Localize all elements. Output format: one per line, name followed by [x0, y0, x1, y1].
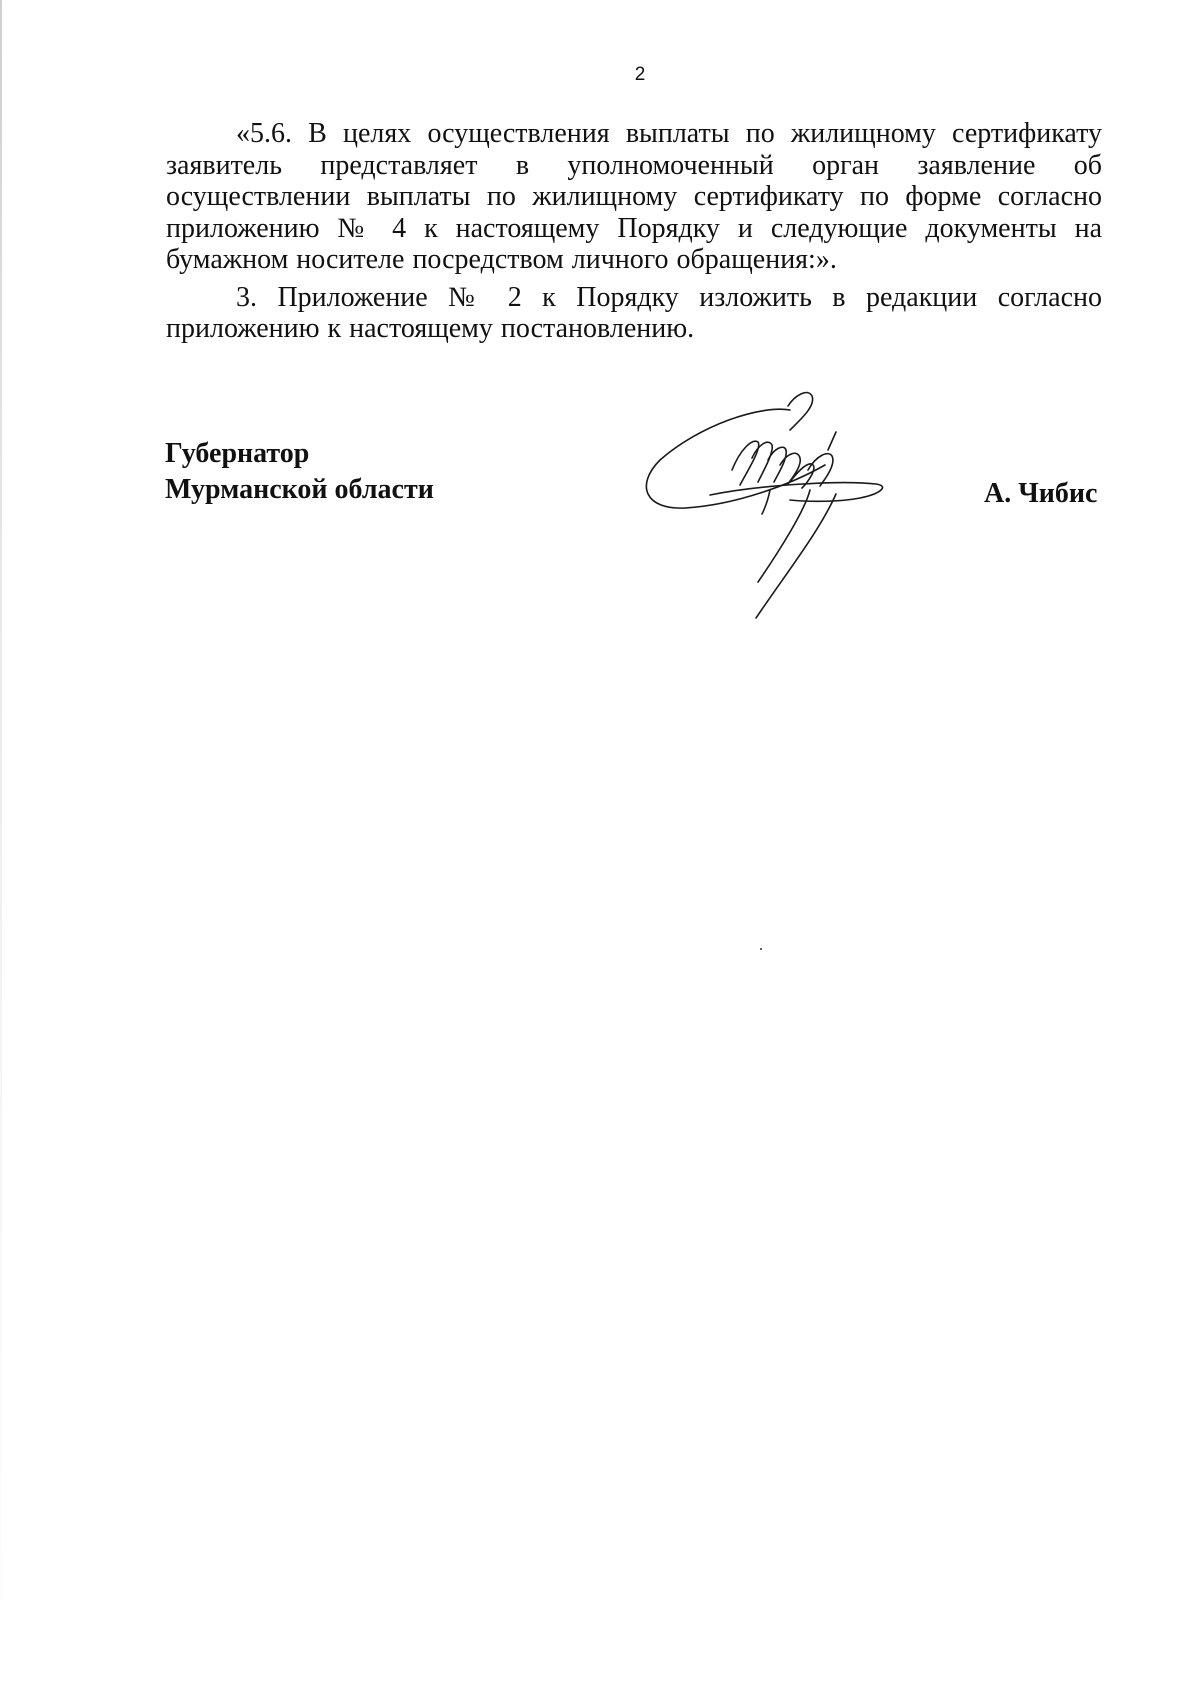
page-number: 2	[634, 64, 646, 85]
handwritten-signature-icon	[640, 390, 950, 630]
paragraph-3: 3. Приложение № 2 к Порядку изложить в редакции согласно приложению к настоящему постановлению.	[166, 281, 1102, 344]
signatory-title	[165, 436, 434, 508]
signatory-title-line-1: Губернатор	[165, 438, 310, 469]
signatory-title-line-2: Мурманской области	[165, 474, 434, 505]
scan-edge	[0, 0, 2, 1703]
signatory-name: А. Чибис	[984, 478, 1098, 509]
document-body	[166, 118, 1102, 345]
scan-speck	[760, 948, 762, 950]
paragraph-5-6: «5.6. В целях осуществления выплаты по жилищному сертификату заявитель представляет в уполномоченный орган заявление об осуществлении выплаты по жилищному сертификату по форме согласно приложению № 4 к настоящему Порядку и следующие документы на бумажном носителе посредством личного обращения:».	[166, 118, 1102, 275]
